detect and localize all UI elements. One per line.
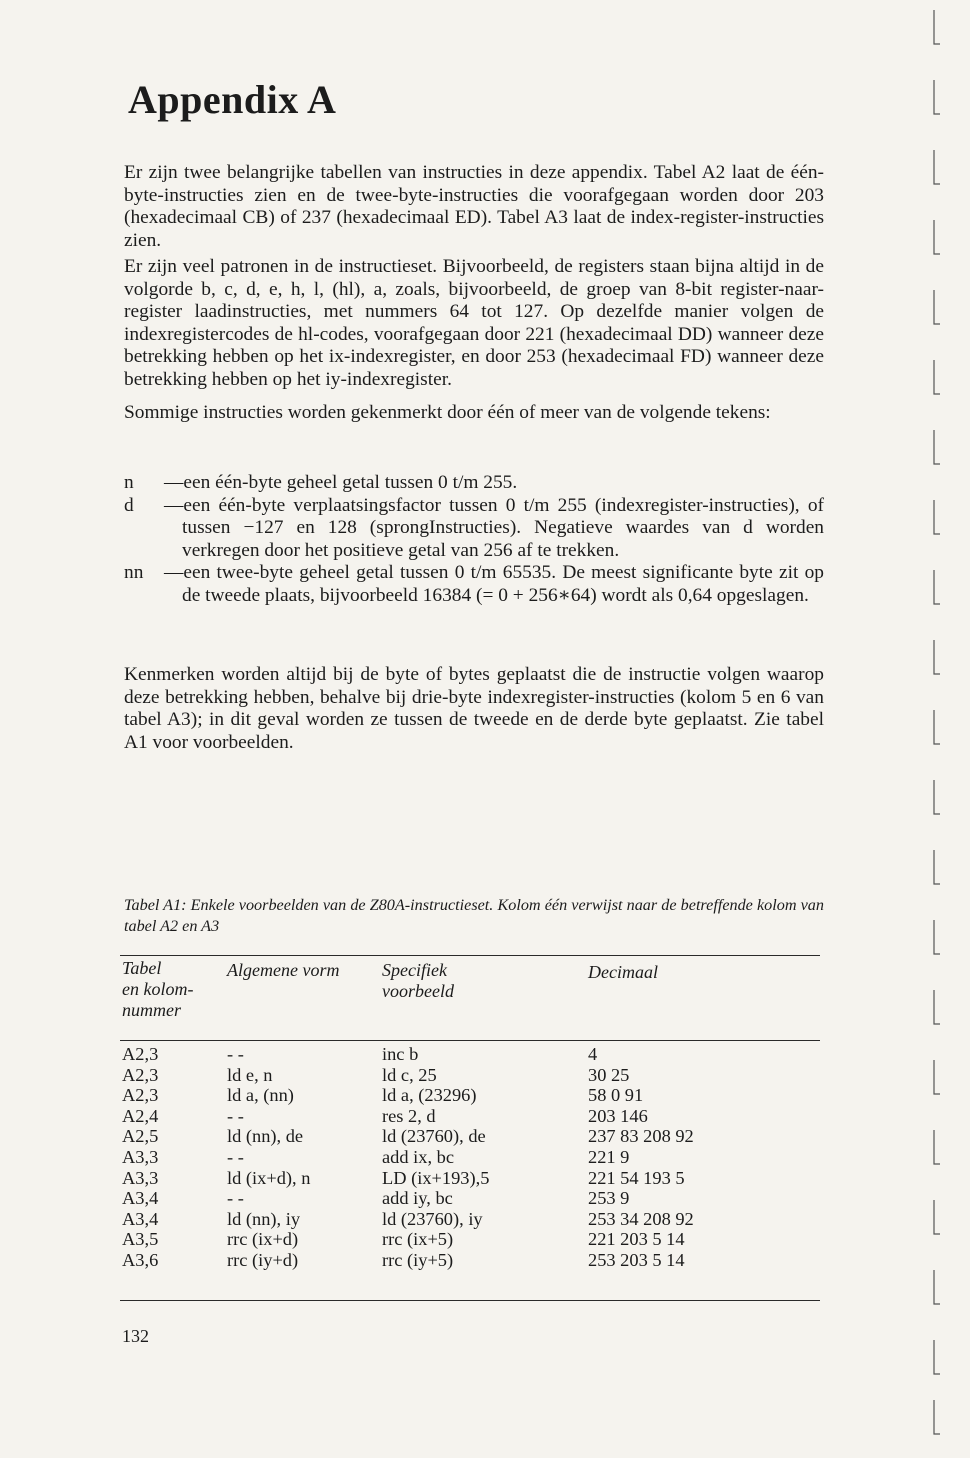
header-general-form: Algemene vorm [227,960,340,980]
cell-specific-example: add ix, bc [382,1146,455,1167]
patterns-paragraph: Er zijn veel patronen in de instructieset. Bijvoorbeeld, de registers staan bijna altijd in de volgorde b, c, d, e, h, l, (hl), a, zoals, bijvoorbeeld, de groep van 8-bit register-naar-register laadinstructies, met nummers 64 tot 127. Op dezelfde manier volgen de indexregistercodes de hl-codes, voorafgegaan door 221 (hexadecimaal DD) wanneer deze betrekking hebben op het ix-indexregister, en door 253 (hexadecimaal FD) wanneer deze betrekking hebben op het iy-indexregister. [124,256,824,390]
table-row [122,1085,822,1106]
definition-text: —een twee-byte geheel getal tussen 0 t/m 65535. De meest significante byte zit op de tweede plaats, bijvoorbeeld 16384 (= 0 + 256∗64) wordt als 0,64 opgeslagen. [164,562,824,606]
table-row [122,1044,822,1065]
cell-decimal: 221 9 [588,1146,630,1167]
cell-general-form: ld (nn), de [227,1126,304,1147]
cell-decimal: 221 203 5 14 [588,1229,685,1250]
table-row [122,1065,822,1086]
header-line: voorbeeld [382,981,454,1001]
appendix-heading: Appendix A [128,77,337,122]
cell-table-column: A3,3 [122,1167,159,1188]
table-row [122,1126,822,1147]
page-number: 132 [122,1326,149,1346]
definition-nn [124,562,824,607]
definition-term: n [124,472,134,493]
table-row [122,1147,822,1168]
cell-specific-example: add iy, bc [382,1188,453,1209]
cell-table-column: A3,3 [122,1146,159,1167]
table-top-rule [120,955,820,956]
cell-table-column: A3,6 [122,1249,159,1270]
cell-specific-example: res 2, d [382,1105,436,1126]
cell-decimal: 253 203 5 14 [588,1249,685,1270]
table-bottom-rule [120,1300,820,1301]
cell-decimal: 203 146 [588,1105,648,1126]
definition-text: —een één-byte geheel getal tussen 0 t/m 255. [164,472,518,493]
definition-term: d [124,494,134,516]
closing-paragraph: Kenmerken worden altijd bij de byte of bytes geplaatst die de instructie volgen waarop deze betrekking hebben, behalve bij drie-byte indexregister-instructies (kolom 5 en 6 van tabel A3); in dit geval worden ze tussen de tweede en de derde byte geplaatst. Zie tabel A1 voor voorbeelden. [124,664,824,753]
cell-table-column: A2,3 [122,1085,159,1106]
header-decimal: Decimaal [588,962,658,982]
cell-general-form: ld (ix+d), n [227,1167,311,1188]
cell-general-form: - - [227,1188,244,1209]
cell-general-form: - - [227,1146,244,1167]
cell-decimal: 253 9 [588,1188,630,1209]
table-row [122,1168,822,1189]
cell-general-form: ld a, (nn) [227,1085,294,1106]
table-row [122,1106,822,1127]
table-row [122,1188,822,1209]
cell-decimal: 4 [588,1044,598,1064]
cell-general-form: rrc (iy+d) [227,1249,299,1270]
cell-table-column: A3,4 [122,1208,159,1229]
cell-table-column: A3,4 [122,1188,159,1209]
table-row [122,1209,822,1230]
header-table-column [122,958,193,1021]
cell-general-form: - - [227,1105,244,1126]
cell-specific-example: ld (23760), iy [382,1208,483,1229]
cell-general-form: rrc (ix+d) [227,1229,299,1250]
cell-general-form: ld e, n [227,1064,273,1085]
definition-text: —een één-byte verplaatsingsfactor tussen 0 t/m 255 (indexregister-instructies), of tussen −127 en 128 (sprongInstructies). Negatieve waardes van d worden verkregen door het positieve getal van 256 af te trekken. [164,494,824,561]
table-body [122,1044,822,1271]
header-line: Specifiek [382,960,447,980]
cell-general-form: ld (nn), iy [227,1208,301,1229]
header-line: en kolom- [122,979,194,999]
cell-decimal: 221 54 193 5 [588,1167,685,1188]
definition-term: nn [124,562,144,584]
cell-specific-example: rrc (ix+5) [382,1229,454,1250]
binder-punch-marks [926,0,956,1458]
cell-decimal: 253 34 208 92 [588,1208,694,1229]
cell-specific-example: inc b [382,1044,419,1064]
cell-specific-example: rrc (iy+5) [382,1249,454,1270]
definition-d [124,495,824,563]
header-line: Tabel [122,958,162,978]
cell-specific-example: ld a, (23296) [382,1085,477,1106]
cell-table-column: A3,5 [122,1229,159,1250]
cell-specific-example: ld c, 25 [382,1064,437,1085]
cell-table-column: A2,3 [122,1064,159,1085]
cell-decimal: 58 0 91 [588,1085,644,1106]
definition-n [124,472,824,495]
cell-general-form: - - [227,1044,244,1064]
header-line: nummer [122,1000,181,1020]
table-row [122,1250,822,1271]
table-row [122,1229,822,1250]
cell-table-column: A2,4 [122,1105,159,1126]
table-header-rule [120,1040,820,1041]
cell-specific-example: LD (ix+193),5 [382,1167,490,1188]
cell-table-column: A2,3 [122,1044,159,1064]
markers-intro-paragraph: Sommige instructies worden gekenmerkt door één of meer van de volgende tekens: [124,402,771,423]
table-caption: Tabel A1: Enkele voorbeelden van de Z80A-instructieset. Kolom één verwijst naar de betreffende kolom van tabel A2 en A3 [124,896,824,935]
cell-decimal: 30 25 [588,1064,630,1085]
cell-decimal: 237 83 208 92 [588,1126,694,1147]
cell-table-column: A2,5 [122,1126,159,1147]
header-specific-example [382,960,454,1002]
cell-specific-example: ld (23760), de [382,1126,486,1147]
intro-paragraph: Er zijn twee belangrijke tabellen van instructies in deze appendix. Tabel A2 laat de één-byte-instructies zien en de twee-byte-instructies die voorafgegaan worden door 203 (hexadecimaal CB) of 237 (hexadecimaal ED). Tabel A3 laat de index-register-instructies zien. [124,162,824,251]
definition-list [124,472,824,608]
